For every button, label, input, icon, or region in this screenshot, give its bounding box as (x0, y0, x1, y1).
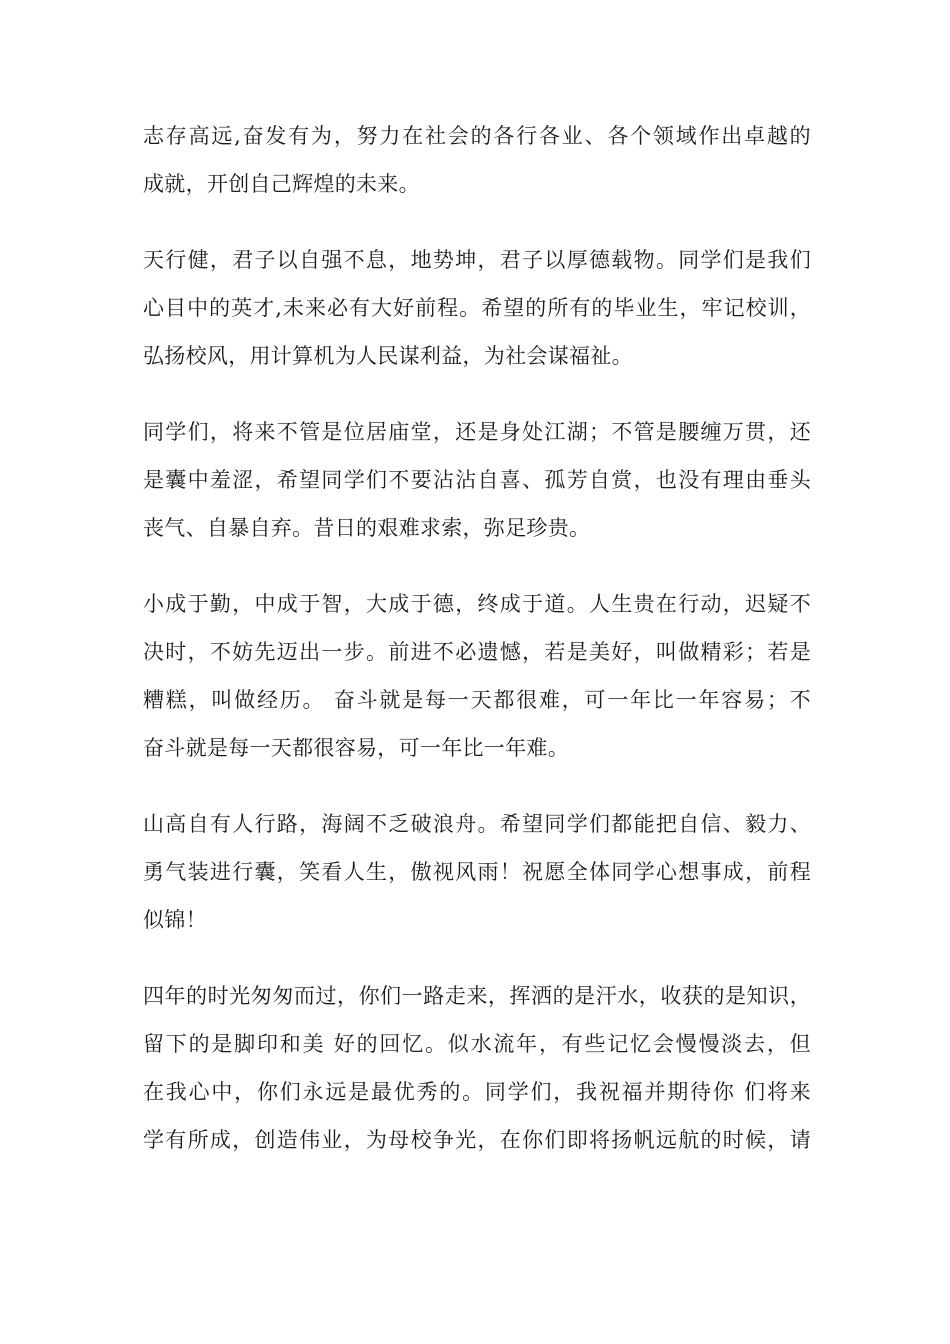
text-line: 弘扬校风，用计算机为人民谋利益，为社会谋福祉。 (143, 344, 633, 368)
document-body (143, 112, 811, 1192)
text-line: 志存高远,奋发有为，努力在社会的各行各业、各个领域作出卓越的 (143, 124, 811, 148)
text-line: 留下的是脚印和美 好的回忆。似水流年，有些记忆会慢慢淡去，但 (143, 1032, 811, 1056)
text-line: 是囊中羞涩，希望同学们不要沾沾自喜、孤芳自赏，也没有理由垂头 (143, 468, 811, 492)
text-line: 丧气、自暴自弃。昔日的艰难求索，弥足珍贵。 (143, 516, 591, 540)
text-line: 似锦！ (143, 908, 207, 932)
text-line: 天行健，君子以自强不息，地势坤，君子以厚德载物。同学们是我们 (143, 248, 811, 272)
paragraph-2 (143, 236, 811, 380)
text-line: 同学们，将来不管是位居庙堂，还是身处江湖；不管是腰缠万贯，还 (143, 420, 811, 444)
text-line: 勇气装进行囊，笑看人生，傲视风雨！祝愿全体同学心想事成，前程 (143, 860, 811, 884)
paragraph-5 (143, 800, 811, 944)
text-line: 奋斗就是每一天都很容易，可一年比一年难。 (143, 736, 569, 760)
text-line: 决时，不妨先迈出一步。前进不必遗憾，若是美好，叫做精彩；若是 (143, 640, 811, 664)
text-line: 糟糕，叫做经历。 奋斗就是每一天都很难，可一年比一年容易；不 (143, 688, 811, 712)
text-line: 成就，开创自己辉煌的未来。 (143, 172, 420, 196)
text-line: 在我心中，你们永远是最优秀的。同学们，我祝福并期待你 们将来 (143, 1080, 811, 1104)
text-line: 山高自有人行路，海阔不乏破浪舟。希望同学们都能把自信、毅力、 (143, 812, 811, 836)
paragraph-6 (143, 972, 811, 1164)
text-line: 四年的时光匆匆而过，你们一路走来，挥洒的是汗水，收获的是知识， (143, 984, 811, 1008)
text-line: 小成于勤，中成于智，大成于德，终成于道。人生贵在行动，迟疑不 (143, 592, 811, 616)
paragraph-4 (143, 580, 811, 772)
paragraph-1 (143, 112, 811, 208)
text-line: 心目中的英才,未来必有大好前程。希望的所有的毕业生，牢记校训， (143, 296, 811, 320)
paragraph-3 (143, 408, 811, 552)
text-line: 学有所成，创造伟业，为母校争光，在你们即将扬帆远航的时候，请 (143, 1128, 811, 1152)
